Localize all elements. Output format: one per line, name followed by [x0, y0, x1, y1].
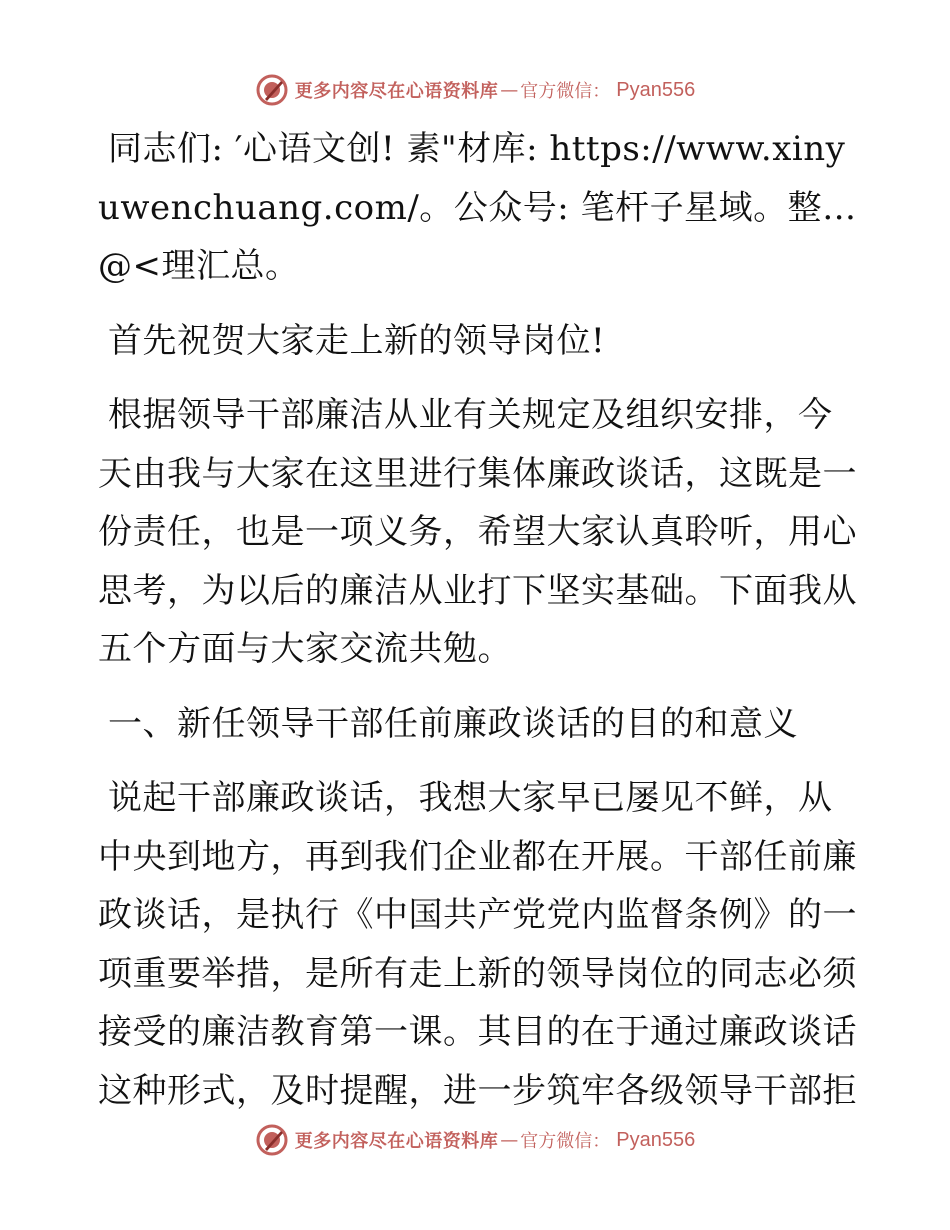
- watermark-wechat-id: Pyan556: [616, 78, 696, 101]
- watermark-separator: —: [500, 79, 519, 101]
- header-watermark: [0, 70, 950, 110]
- watermark-label: 官方微信：: [520, 1131, 611, 1152]
- paragraph-greeting: 同志们: ′心语文创! 素"材库: https://www.xinyuwenchuang.com/。公众号: 笔杆子星域。整…@<理汇总。: [98, 129, 857, 286]
- watermark-brand: 更多内容尽在心语资料库: [294, 1131, 499, 1152]
- paragraph-section-1: 说起干部廉政谈话，我想大家早已屡见不鲜，从中央到地方，再到我们企业都在开展。干部任前廉政谈话，是执行《中国共产党党内监督条例》的一项重要举措，是所有走上新的领导岗位的同志必须接受的廉洁教育第一课。其目的在于通过廉政谈话这种形式，及时提醒，进一步筑牢各级领导干部拒: [98, 778, 857, 1111]
- document-body: [98, 120, 858, 1136]
- paragraph-introduction: 根据领导干部廉洁从业有关规定及组织安排，今天由我与大家在这里进行集体廉政谈话，这既是一份责任，也是一项义务，希望大家认真聆听，用心思考，为以后的廉洁从业打下坚实基础。下面我从五个方面与大家交流共勉。: [98, 395, 857, 669]
- section-heading-1: 一、新任领导干部任前廉政谈话的目的和意义: [108, 703, 798, 744]
- paragraph-congratulation: 首先祝贺大家走上新的领导岗位!: [108, 320, 606, 361]
- quill-logo-icon: [255, 1123, 289, 1157]
- watermark-wechat-id: Pyan556: [616, 1128, 696, 1151]
- watermark-separator: —: [500, 1129, 519, 1151]
- quill-logo-icon: [255, 73, 289, 107]
- footer-watermark: [0, 1120, 950, 1160]
- watermark-brand: 更多内容尽在心语资料库: [294, 81, 499, 102]
- watermark-label: 官方微信：: [520, 81, 611, 102]
